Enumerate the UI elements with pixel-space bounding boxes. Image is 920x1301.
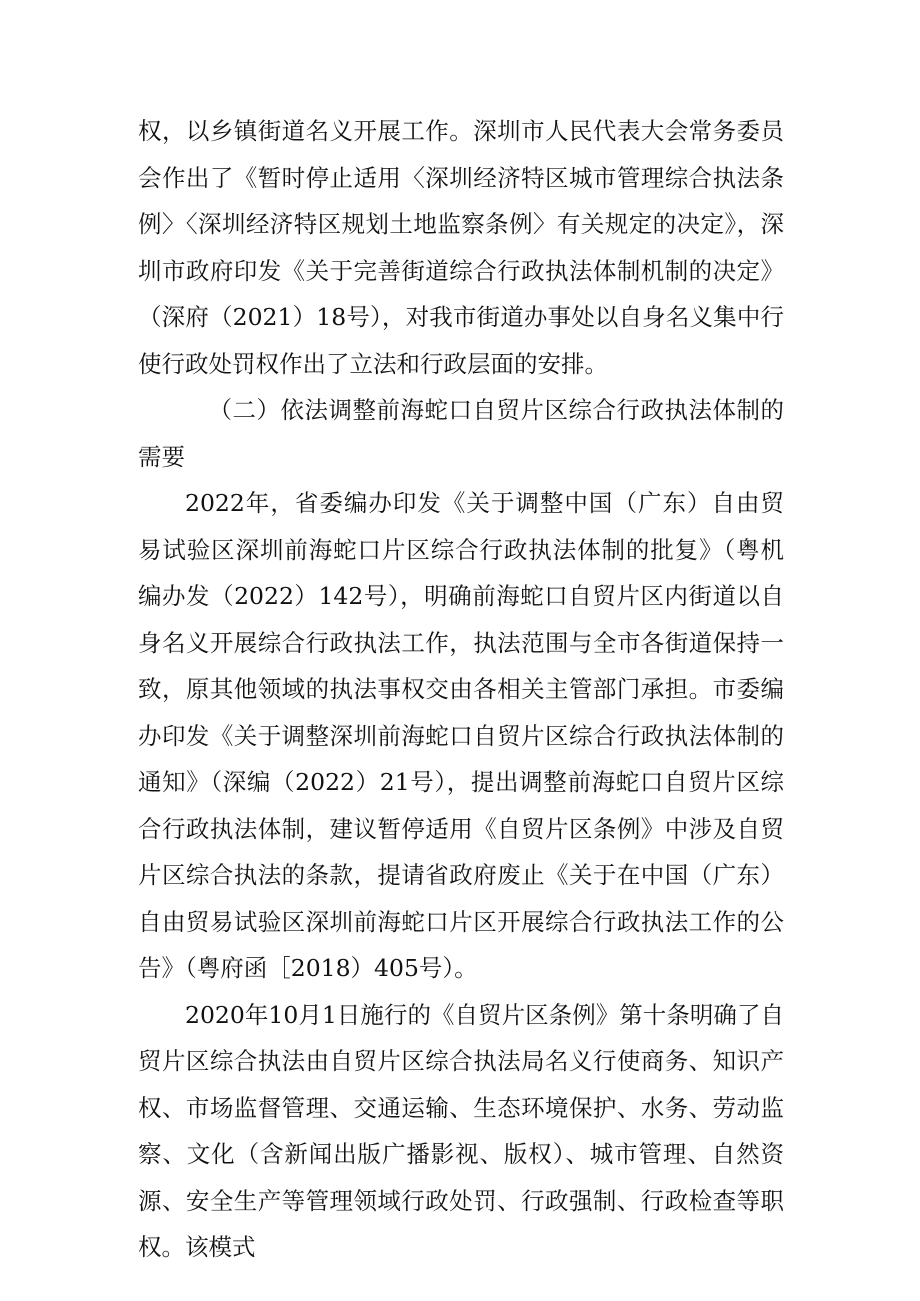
paragraph-2022-adjustment: 2022年，省委编办印发《关于调整中国（广东）自由贸易试验区深圳前海蛇口片区综合行政执法体制的批复》（粤机编办发（2022）142号），明确前海蛇口自贸片区内街道以自身名义开展综合行政执法工作，执法范围与全市各街道保持一致，原其他领域的执法事权交由各相关主管部门承担。市委编办印发《关于调整深圳前海蛇口自贸片区综合行政执法体制的通知》（深编（2022）21号），提出调整前海蛇口自贸片区综合行政执法体制，建议暂停适用《自贸片区条例》中涉及自贸片区综合执法的条款，提请省政府废止《关于在中国（广东）自由贸易试验区深圳前海蛇口片区开展综合行政执法工作的公告》（粤府函［2018）405号）。 xyxy=(138,489,784,982)
paragraph-street-law-enforcement: 权，以乡镇街道名义开展工作。深圳市人民代表大会常务委员会作出了《暂时停止适用〈深圳经济特区城市管理综合执法条例〉〈深圳经济特区规划土地监察条例〉有关规定的决定》，深圳市政府印发《关于完善街道综合行政执法体制机制的决定》（深府（2021）18号），对我市街道办事处以自身名义集中行使行政处罚权作出了立法和行政层面的安排。 xyxy=(138,117,784,378)
paragraph-2020-regulation: 2020年10月1日施行的《自贸片区条例》第十条明确了自贸片区综合执法由自贸片区综合执法局名义行使商务、知识产权、市场监督管理、交通运输、生态环境保护、水务、劳动监察、文化（含新闻出版广播影视、版权）、城市管理、自然资源、安全生产等管理领域行政处罚、行政强制、行政检查等职权。该模式 xyxy=(138,1000,784,1261)
section-heading-2: （二）依法调整前海蛇口自贸片区综合行政执法体制的需要 xyxy=(138,396,784,471)
document-page xyxy=(138,108,784,1271)
